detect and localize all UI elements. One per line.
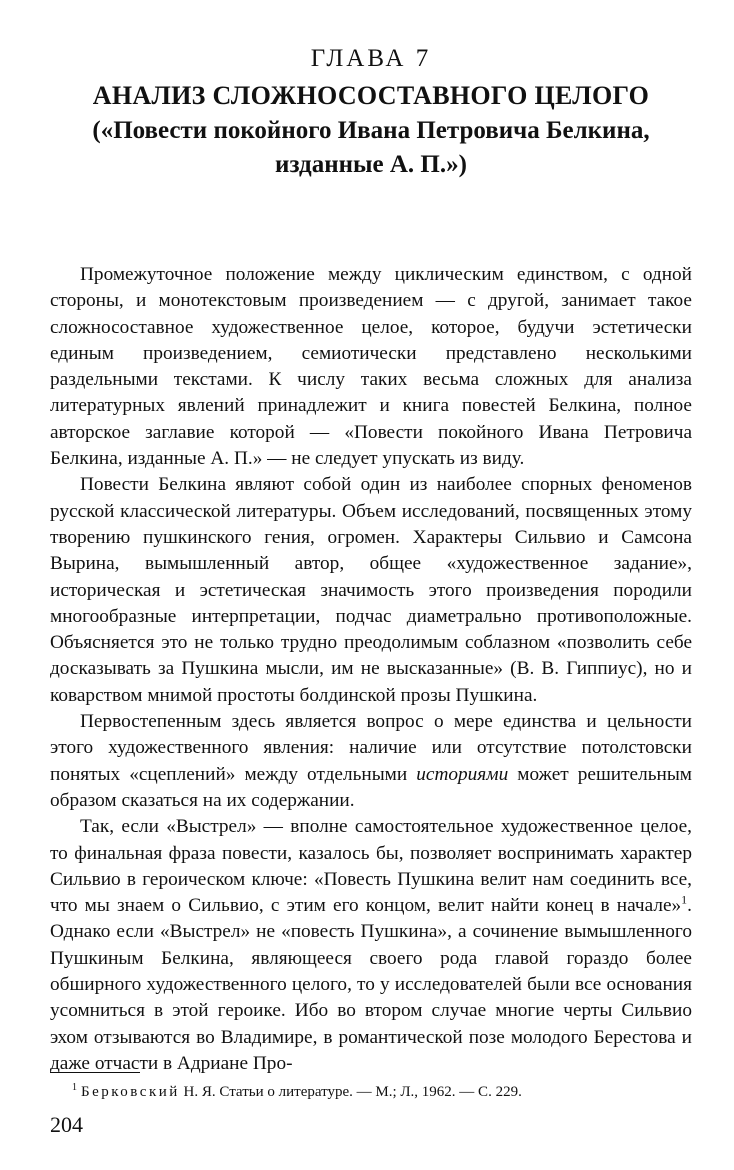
footnote-reference[interactable]: 1 (681, 892, 688, 907)
page-number: 204 (50, 1112, 83, 1137)
footnote (72, 1078, 522, 1102)
chapter-subtitle-line-1: («Повести покойного Ивана Петровича Белкина, (92, 117, 650, 144)
paragraph-4-text-b: . Однако если «Выстрел» не «повесть Пушкина», а сочинение вымышленного Пушкиным Белкина, являющееся своего рода главой гораздо более обширного художественного целого, то у исследователей были все основания усомниться в этой героике. Ибо во втором случае многие черты Сильвио эхом отзываются во Владимире, в романтической позе молодого Берестова и даже отчасти в Адриане Про- (50, 895, 692, 1074)
footnote-author: Берковский (81, 1084, 180, 1100)
paragraph-3 (50, 709, 692, 814)
paragraph-2: Повести Белкина являют собой один из наиболее спорных феноменов русской классической литературы. Объем исследований, посвященных этому творению пушкинского гения, огромен. Характеры Сильвио и Самсона Вырина, вымышленный автор, общее «художественное задание», историческая и эстетическая значимость этого произведения породили многообразные интерпретации, подчас диаметрально противоположные. Объясняется это не только трудно преодолимым соблазном «позволить себе досказывать за Пушкина мысли, им не высказанные» (В. В. Гиппиус), но и коварством мнимой простоты болдинской прозы Пушкина. (50, 474, 692, 706)
chapter-subtitle (50, 114, 692, 182)
paragraph-3-text-b: может решительным образом сказаться на их содержании. (50, 763, 692, 811)
chapter-subtitle-line-2: изданные А. П.») (275, 151, 467, 178)
paragraph-1: Промежуточное положение между циклическим единством, с одной стороны, и монотекстовым произведением — с другой, занимает такое сложносоставное художественное целое, которое, будучи эстетически единым произведением, семиотически представлено несколькими раздельными текстами. К числу таких весьма сложных для анализа литературных явлений принадлежит и книга повестей Белкина, полное авторское заглавие которой — «Повести покойного Ивана Петровича Белкина, изданные А. П.» — не следует упускать из виду. (50, 264, 692, 470)
footnote-divider (50, 1072, 140, 1073)
chapter-title: АНАЛИЗ СЛОЖНОСОСТАВНОГО ЦЕЛОГО (92, 81, 650, 110)
chapter-label: ГЛАВА 7 (310, 45, 432, 72)
paragraph-3-italic: историями (416, 763, 509, 785)
body-text (50, 262, 692, 1077)
paragraph-3-text-a: Первостепенным здесь является вопрос о мере единства и цельности этого художественного явления: наличие или отсутствие потолстовски понятых «сцеплений» между отдельными (50, 711, 692, 785)
paragraph-4-text-a: Так, если «Выстрел» — вполне самостоятельное художественное целое, то финальная фраза повести, казалось бы, позволяет воспринимать характер Сильвио в героическом ключе: «Повесть Пушкина велит нам соединить все, что мы знаем о Сильвио, с этим его концом, велит найти конец в начале» (50, 816, 692, 917)
footnote-citation: Н. Я. Статьи о литературе. — М.; Л., 1962. — С. 229. (179, 1084, 522, 1100)
footnote-number: 1 (72, 1082, 77, 1093)
book-page (50, 40, 692, 1150)
paragraph-4 (50, 814, 692, 1077)
